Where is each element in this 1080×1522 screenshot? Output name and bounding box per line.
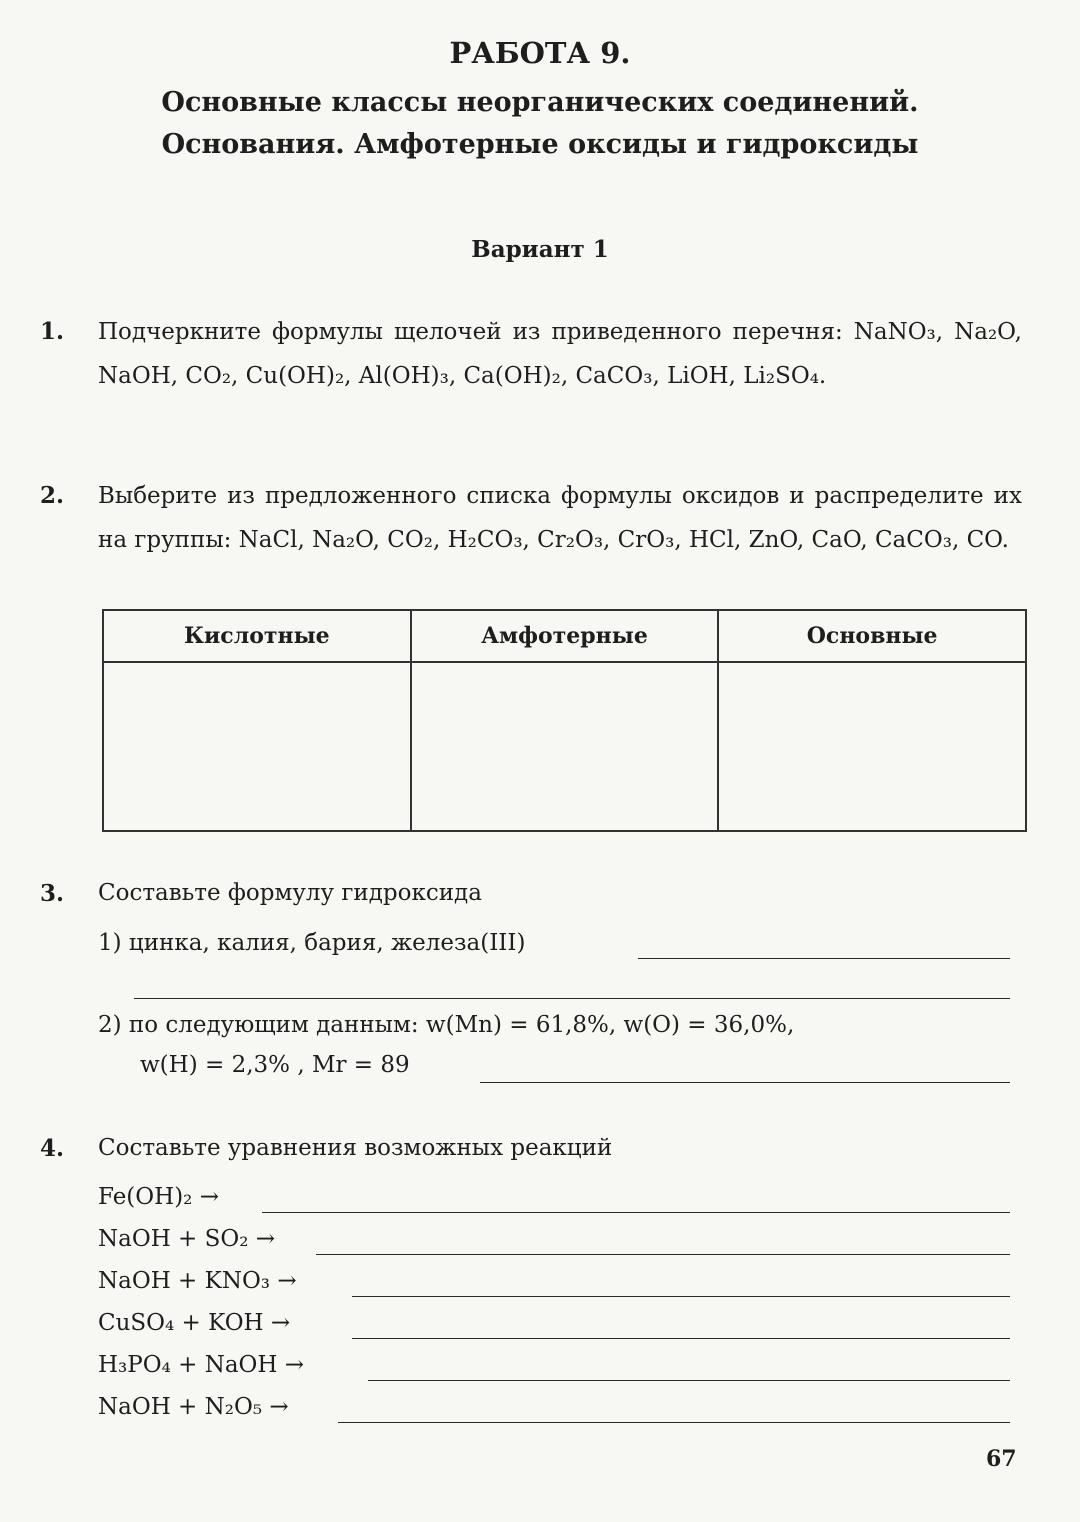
- page-number: 67: [986, 1446, 1017, 1472]
- cell-acidic[interactable]: [103, 662, 411, 831]
- task-3-sub2-line2: w(H) = 2,3% , Mr = 89: [140, 1052, 410, 1078]
- answer-line-eq-5[interactable]: [368, 1380, 1010, 1381]
- oxides-table: [102, 609, 1027, 832]
- task-4-number: 4.: [40, 1135, 65, 1162]
- equation-2: NaOH + SO₂ →: [98, 1226, 276, 1252]
- answer-line-3-1b[interactable]: [134, 998, 1010, 999]
- answer-line-eq-3[interactable]: [352, 1296, 1010, 1297]
- task-2-text: Выберите из предложенного списка формулы оксидов и распределите их на группы: NaCl, Na₂O, CO₂, H₂CO₃, Cr₂O₃, CrO₃, HCl, ZnO, CaO, CaCO₃, CO.: [98, 483, 1022, 553]
- task-4-text: [98, 1135, 1022, 1161]
- equation-1: Fe(OH)₂ →: [98, 1184, 219, 1210]
- cell-basic[interactable]: [718, 662, 1026, 831]
- equation-4: CuSO₄ + KOH →: [98, 1310, 291, 1336]
- cell-amphoteric[interactable]: [411, 662, 719, 831]
- header-acidic: Кислотные: [103, 610, 411, 662]
- answer-line-eq-4[interactable]: [352, 1338, 1010, 1339]
- topic-line-2: Основания. Амфотерные оксиды и гидроксиды: [161, 129, 919, 160]
- task-3-sub2-line1: 2) по следующим данным: w(Mn) = 61,8%, w(O) = 36,0%,: [98, 1012, 795, 1038]
- equation-5: H₃PO₄ + NaOH →: [98, 1352, 305, 1378]
- task-3-sub1: 1) цинка, калия, бария, железа(III): [98, 930, 526, 956]
- work-title: РАБОТА 9.: [449, 36, 631, 70]
- answer-line-eq-1[interactable]: [262, 1212, 1010, 1213]
- header-amphoteric: Амфотерные: [411, 610, 719, 662]
- answer-line-eq-6[interactable]: [338, 1422, 1010, 1423]
- task-4-text-content: Составьте уравнения возможных реакций: [98, 1135, 613, 1161]
- equation-6: NaOH + N₂O₅ →: [98, 1394, 289, 1420]
- header-basic: Основные: [718, 610, 1026, 662]
- topic-title: [0, 82, 1080, 166]
- variant-title: Вариант 1: [471, 236, 609, 263]
- table-header-row: [103, 610, 1026, 662]
- answer-line-3-2[interactable]: [480, 1082, 1010, 1083]
- task-1-number: 1.: [40, 318, 65, 345]
- task-2-number: 2.: [40, 482, 65, 509]
- answer-line-eq-2[interactable]: [316, 1254, 1010, 1255]
- task-3-number: 3.: [40, 880, 65, 907]
- task-1-text: Подчеркните формулы щелочей из приведенного перечня: NaNO₃, Na₂O, NaOH, CO₂, Cu(OH)₂, Al(OH)₃, Ca(OH)₂, CaCO₃, LiOH, Li₂SO₄.: [98, 319, 1022, 389]
- task-3-text: Составьте формулу гидроксида: [98, 880, 482, 906]
- equation-3: NaOH + KNO₃ →: [98, 1268, 297, 1294]
- table-answer-row: [103, 662, 1026, 831]
- topic-line-1: Основные классы неорганических соединений.: [161, 87, 919, 118]
- answer-line-3-1a[interactable]: [638, 958, 1010, 959]
